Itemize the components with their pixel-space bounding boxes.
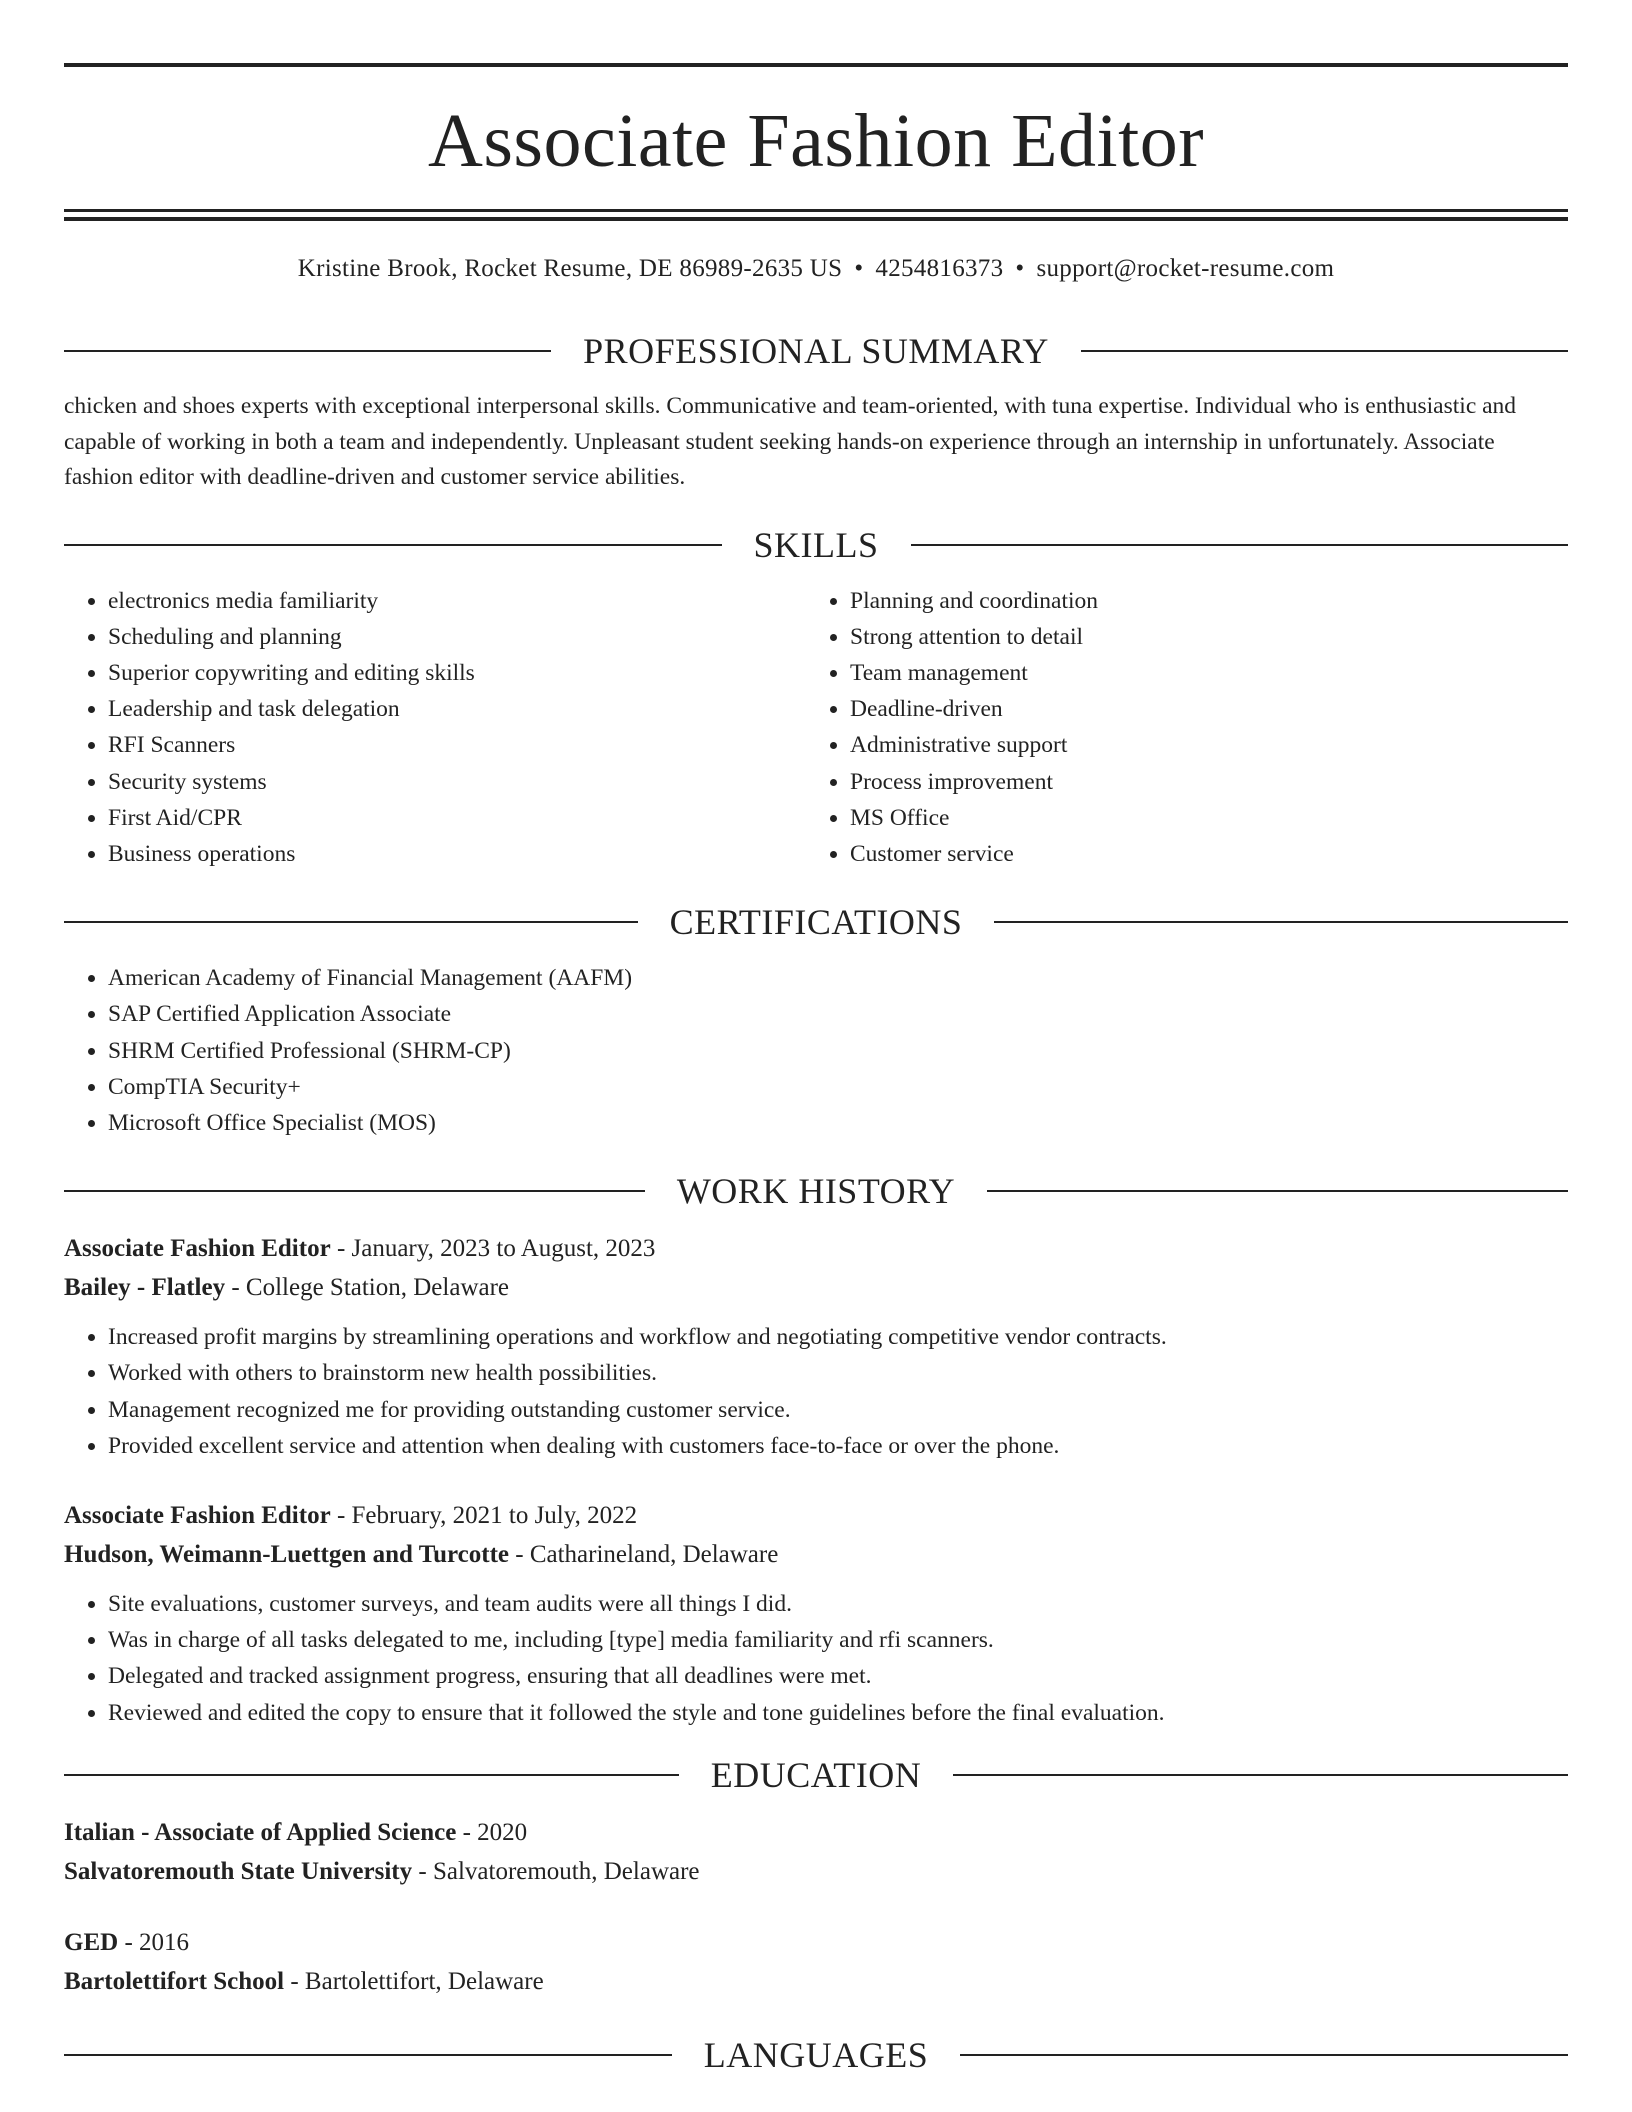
skills-list-right [806, 583, 1548, 873]
section-rule [64, 921, 638, 923]
skill-item: • RFI Scanners [108, 727, 806, 763]
education-degree-line [64, 1813, 1568, 1852]
job-bullet: • Was in charge of all tasks delegated to me, including [type] media familiarity and rfi scanners. [108, 1622, 1568, 1658]
section-rule [64, 2054, 672, 2056]
section-title-certifications: CERTIFICATIONS [669, 902, 963, 943]
section-rule [987, 1190, 1568, 1192]
job-entry [64, 1496, 1568, 1731]
skill-item: • Leadership and task delegation [108, 691, 806, 727]
job-dates: - January, 2023 to August, 2023 [330, 1235, 656, 1263]
job-company: Bailey - Flatley [64, 1274, 226, 1302]
education-year: - 2020 [456, 1818, 528, 1846]
section-header-work-history [64, 1171, 1568, 1212]
section-header-summary [64, 333, 1568, 369]
skill-item: • Scheduling and planning [108, 619, 806, 655]
skill-item: • Security systems [108, 764, 806, 800]
title-double-rule [64, 209, 1568, 221]
skill-item: • electronics media familiarity [108, 583, 806, 619]
skill-item: • Business operations [108, 836, 806, 872]
job-dates: - February, 2021 to July, 2022 [330, 1501, 638, 1529]
certification-item: • American Academy of Financial Management (AAFM) [108, 960, 1568, 996]
job-location: - College Station, Delaware [225, 1274, 510, 1302]
section-header-skills [64, 524, 1568, 565]
education-location: - Bartolettifort, Delaware [284, 1967, 544, 1995]
section-rule [1081, 350, 1568, 352]
section-title-education: EDUCATION [710, 1754, 922, 1795]
skill-item: • Superior copywriting and editing skills [108, 655, 806, 691]
education-school-line [64, 1962, 1568, 2001]
education-degree: GED [64, 1928, 119, 1956]
education-school: Salvatoremouth State University [64, 1857, 413, 1885]
certification-item: • Microsoft Office Specialist (MOS) [108, 1105, 1568, 1141]
skills-list-left [64, 583, 806, 873]
skill-item: • Administrative support [850, 727, 1548, 763]
contact-separator: • [854, 255, 864, 282]
top-rule [64, 63, 1568, 67]
job-bullets [64, 1319, 1568, 1464]
job-company-line [64, 1268, 1568, 1307]
section-rule [64, 1774, 679, 1776]
section-header-certifications [64, 902, 1568, 943]
skill-item: • Customer service [850, 836, 1548, 872]
job-bullet: • Delegated and tracked assignment progress, ensuring that all deadlines were met. [108, 1658, 1568, 1694]
job-company: Hudson, Weimann-Luettgen and Turcotte [64, 1540, 510, 1568]
job-bullet: • Site evaluations, customer surveys, and team audits were all things I did. [108, 1586, 1568, 1622]
certification-item: • SAP Certified Application Associate [108, 996, 1568, 1032]
skill-item: • Planning and coordination [850, 583, 1548, 619]
skill-item: • Process improvement [850, 764, 1548, 800]
certifications-list [64, 960, 1568, 1141]
section-rule [64, 1190, 645, 1192]
job-title: Associate Fashion Editor [64, 1235, 331, 1263]
contact-address: Kristine Brook, Rocket Resume, DE 86989-2635 US [297, 255, 843, 282]
resume-page [64, 0, 1568, 2073]
skill-item: • Strong attention to detail [850, 619, 1548, 655]
education-school: Bartolettifort School [64, 1967, 285, 1995]
contact-phone: 4254816373 [875, 255, 1004, 282]
job-bullets [64, 1586, 1568, 1731]
education-degree-line [64, 1923, 1568, 1962]
section-rule [64, 350, 551, 352]
section-rule [911, 544, 1569, 546]
contact-email: support@rocket-resume.com [1036, 255, 1335, 282]
education-year: - 2016 [118, 1928, 190, 1956]
skill-item: • Team management [850, 655, 1548, 691]
skill-item: • Deadline-driven [850, 691, 1548, 727]
skills-column-left [64, 583, 806, 873]
job-bullet: • Reviewed and edited the copy to ensure that it followed the style and tone guidelines before the final evaluation. [108, 1695, 1568, 1731]
job-bullet: • Increased profit margins by streamlining operations and workflow and negotiating competitive vendor contracts. [108, 1319, 1568, 1355]
skill-item: • First Aid/CPR [108, 800, 806, 836]
summary-text: chicken and shoes experts with exceptional interpersonal skills. Communicative and team-oriented, with tuna expertise. Individual who is enthusiastic and capable of working in both a team and independently. Unpleasant student seeking hands-on experience through an internship in unfortunately. Associate fashion editor with deadline-driven and customer service abilities. [64, 393, 1517, 490]
section-title-work-history: WORK HISTORY [676, 1171, 956, 1212]
skill-item: • MS Office [850, 800, 1548, 836]
skills-column-right [806, 583, 1548, 873]
job-bullet: • Management recognized me for providing outstanding customer service. [108, 1392, 1568, 1428]
job-title: Associate Fashion Editor [64, 1501, 331, 1529]
education-location: - Salvatoremouth, Delaware [412, 1857, 700, 1885]
section-rule [64, 544, 722, 546]
section-rule [994, 921, 1568, 923]
section-title-languages: LANGUAGES [703, 2034, 929, 2075]
education-entry [64, 1813, 1568, 1891]
section-header-languages [64, 2034, 1568, 2075]
section-title-summary: PROFESSIONAL SUMMARY [583, 331, 1049, 371]
certification-item: • SHRM Certified Professional (SHRM-CP) [108, 1033, 1568, 1069]
resume-title: Associate Fashion Editor [427, 99, 1205, 183]
certification-item: • CompTIA Security+ [108, 1069, 1568, 1105]
job-bullet: • Provided excellent service and attention when dealing with customers face-to-face or over the phone. [108, 1428, 1568, 1464]
job-title-line [64, 1496, 1568, 1535]
job-bullet: • Worked with others to brainstorm new health possibilities. [108, 1355, 1568, 1391]
skills-grid [64, 583, 1568, 873]
education-entry [64, 1923, 1568, 2001]
contact-line [64, 255, 1568, 283]
section-rule [960, 2054, 1568, 2056]
job-company-line [64, 1535, 1568, 1574]
section-rule [953, 1774, 1568, 1776]
certifications-block [64, 960, 1568, 1141]
education-degree: Italian - Associate of Applied Science [64, 1818, 457, 1846]
section-title-skills: SKILLS [753, 524, 879, 565]
contact-separator: • [1015, 255, 1025, 282]
job-title-line [64, 1229, 1568, 1268]
job-location: - Catharineland, Delaware [509, 1540, 779, 1568]
education-school-line [64, 1852, 1568, 1891]
job-entry [64, 1229, 1568, 1464]
section-header-education [64, 1754, 1568, 1795]
